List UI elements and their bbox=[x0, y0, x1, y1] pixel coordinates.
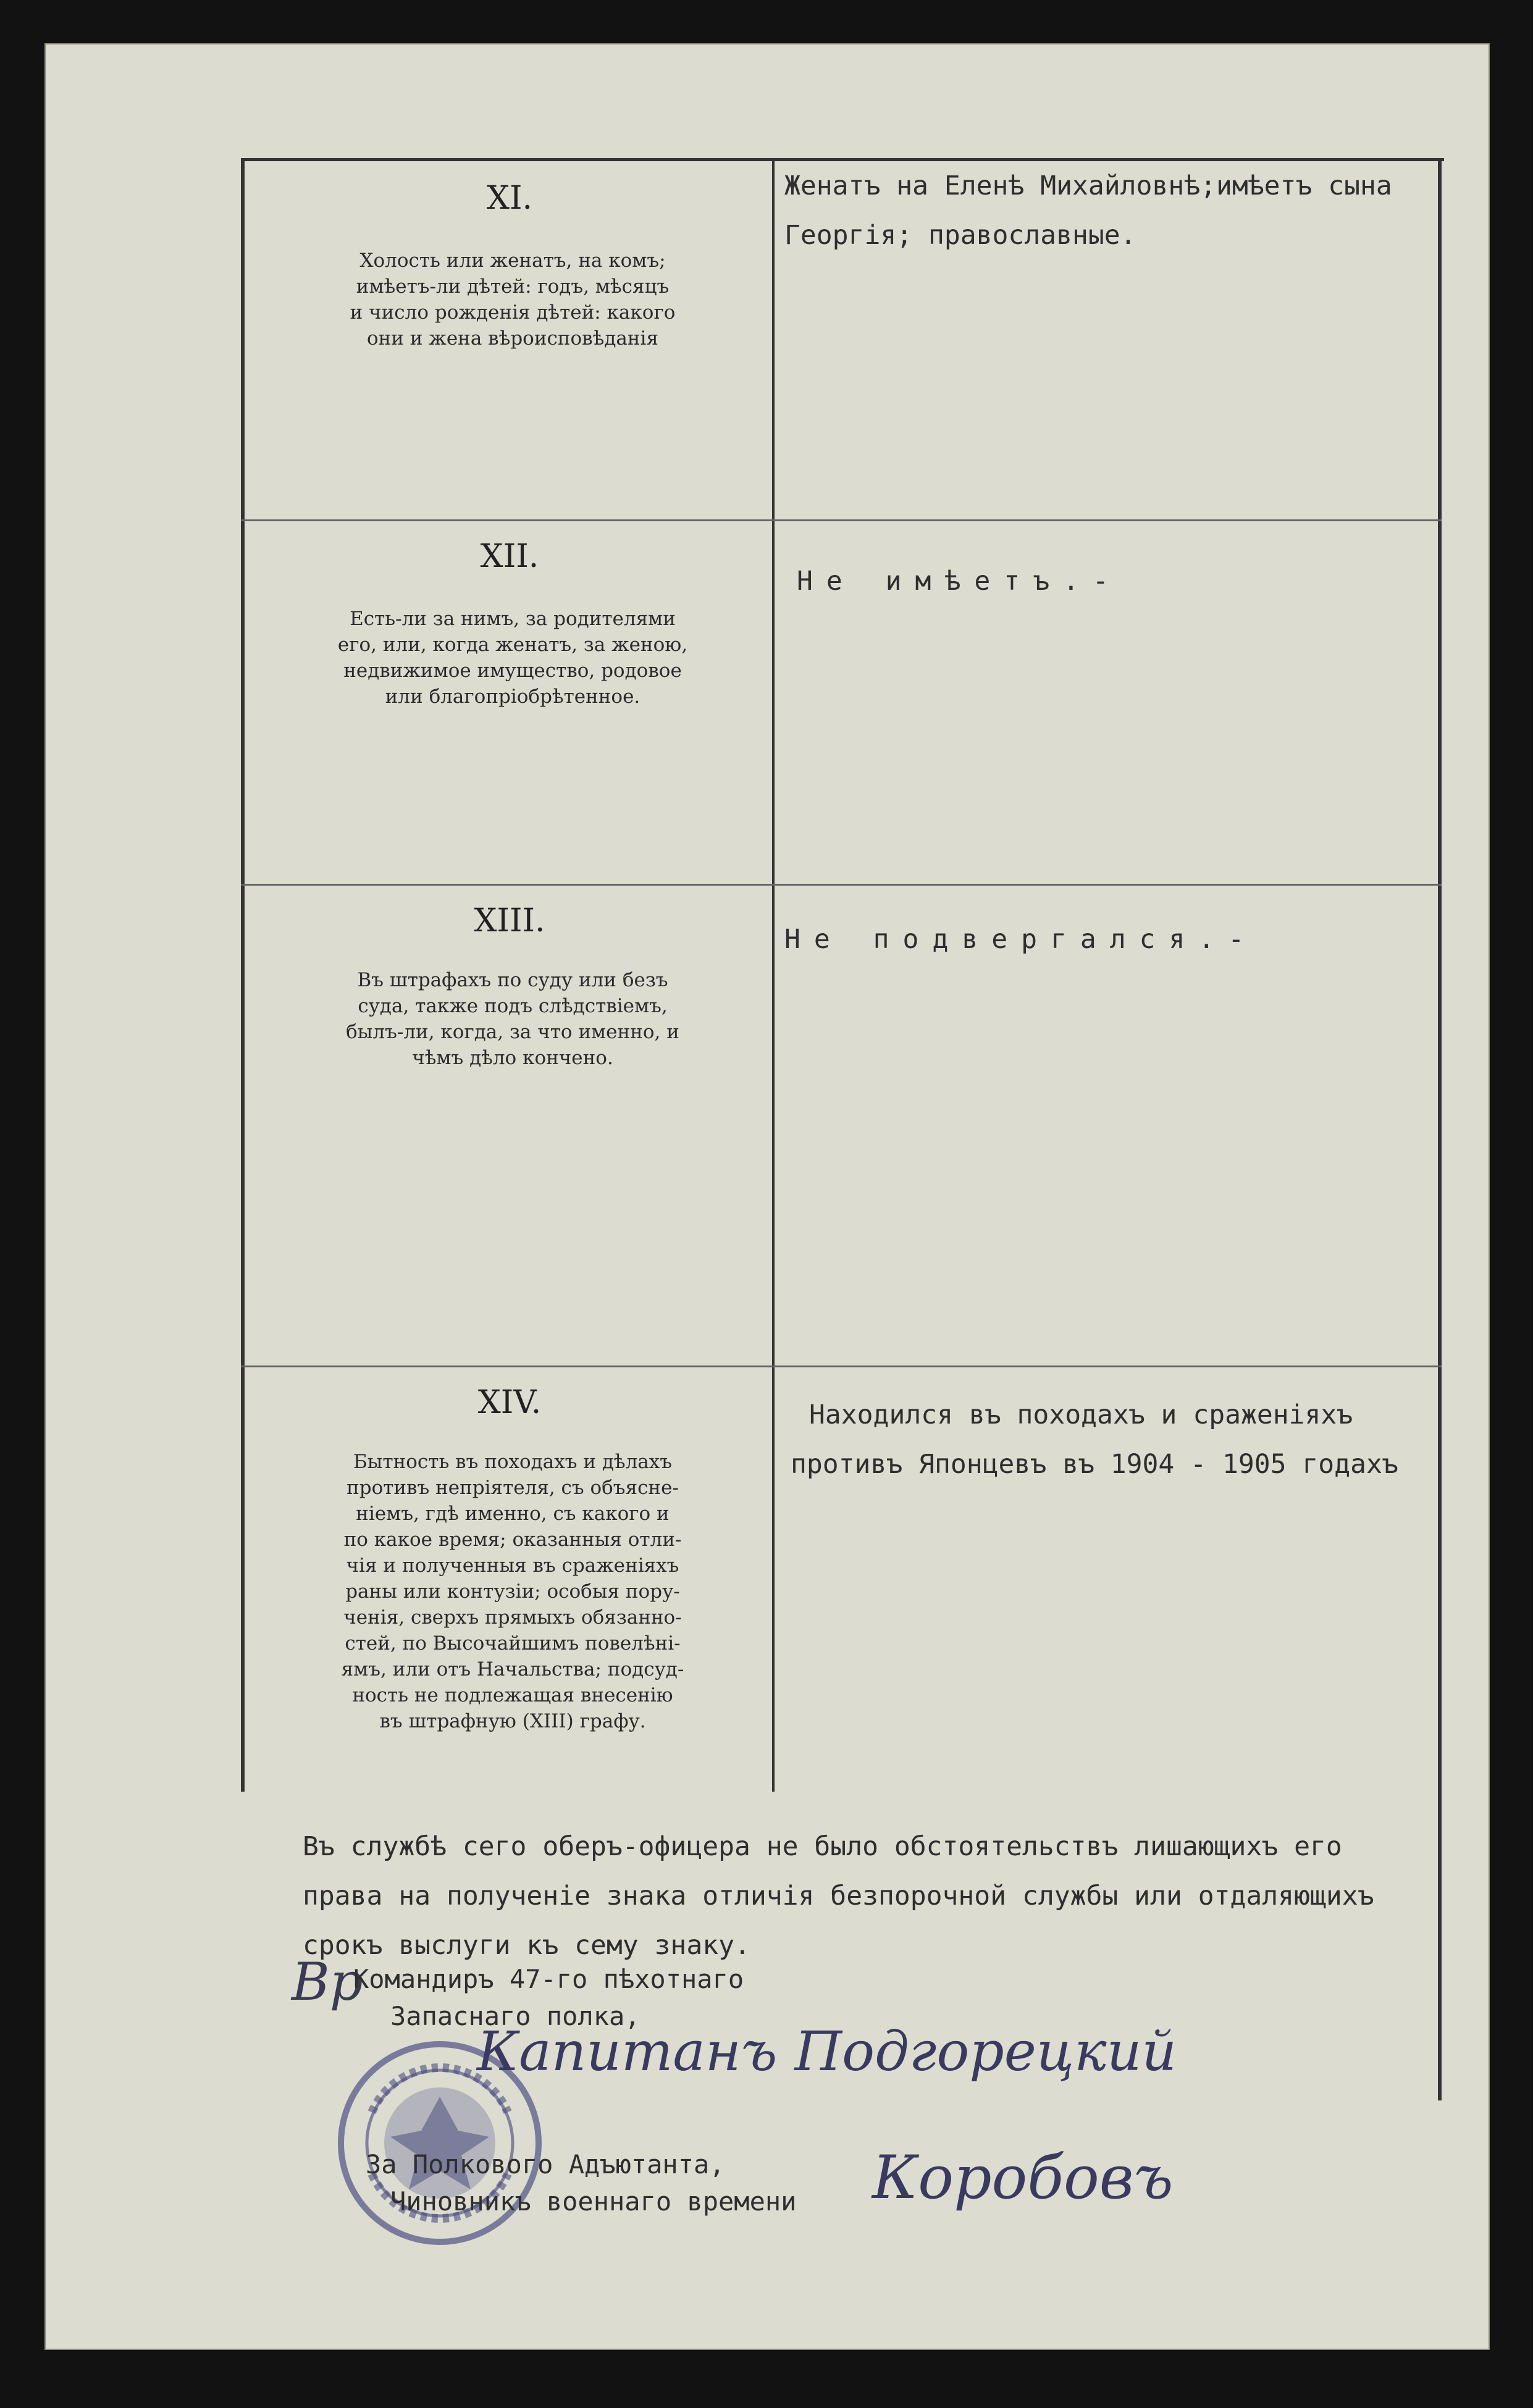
answer-line: Женатъ на Еленѣ Михайловнѣ;имѣетъ сына bbox=[784, 170, 1392, 201]
answer-line: Георгія; православные. bbox=[784, 220, 1136, 251]
question-line: Есть-ли за нимъ, за родителями bbox=[350, 608, 676, 630]
question-line: Въ штрафахъ по суду или безъ bbox=[357, 969, 668, 991]
section-numeral: XIII. bbox=[474, 902, 545, 939]
section-question bbox=[278, 248, 747, 351]
question-line: раны или контузіи; особыя пору- bbox=[345, 1580, 680, 1603]
question-line: или благопріобрѣтенное. bbox=[385, 686, 640, 708]
adjutant-title-line: За Полкового Адъютанта, bbox=[366, 2149, 725, 2179]
answer-line: противъ Японцевъ въ 1904 - 1905 годахъ bbox=[791, 1449, 1398, 1480]
question-line: чія и полученныя въ сраженіяхъ bbox=[346, 1554, 679, 1577]
row-divider bbox=[241, 519, 1442, 521]
section-answer bbox=[784, 161, 1439, 260]
section-answer bbox=[784, 915, 1439, 964]
question-line: ность не подлежащая внесенію bbox=[352, 1684, 673, 1706]
service-declaration bbox=[303, 1822, 1533, 1970]
question-line: суда, также подъ слѣдствіемъ, bbox=[358, 995, 668, 1017]
row-divider bbox=[241, 1366, 1442, 1367]
declaration-line: Въ службѣ сего оберъ-офицера не было обстоятельствъ лишающихъ его bbox=[303, 1831, 1342, 1862]
document-sheet bbox=[44, 43, 1490, 2350]
table-right-border bbox=[1438, 161, 1442, 2100]
question-line: ямъ, или отъ Начальства; подсуд- bbox=[341, 1658, 684, 1680]
section-numeral: XII. bbox=[480, 538, 539, 575]
question-line: они и жена вѣроисповѣданія bbox=[366, 327, 659, 350]
answer-line: Не имѣетъ.- bbox=[797, 566, 1122, 597]
question-line: Бытность въ походахъ и дѣлахъ bbox=[353, 1451, 672, 1473]
section-numeral: XIV. bbox=[477, 1384, 542, 1421]
question-line: стей, по Высочайшимъ повелѣні- bbox=[345, 1632, 681, 1655]
question-line: его, или, когда женатъ, за женою, bbox=[337, 634, 688, 656]
section-question bbox=[278, 1449, 747, 1734]
adjutant-signature: Коробовъ bbox=[872, 2143, 1174, 2212]
question-line: чѣмъ дѣло кончено. bbox=[412, 1047, 613, 1069]
question-line: былъ-ли, когда, за что именно, и bbox=[346, 1021, 679, 1043]
handwritten-prefix: Вр bbox=[292, 1952, 363, 2012]
answer-line: Не подвергался.- bbox=[784, 924, 1258, 955]
section-answer bbox=[797, 556, 1451, 606]
table-left-border bbox=[241, 161, 245, 1792]
question-line: въ штрафную (XIII) графу. bbox=[379, 1710, 646, 1732]
section-question bbox=[278, 606, 747, 710]
section-numeral: XI. bbox=[486, 180, 533, 217]
commander-title-line: Командиръ 47-го пѣхотнаго bbox=[353, 1964, 744, 1994]
row-divider bbox=[241, 884, 1442, 886]
answer-line: Находился въ походахъ и сраженіяхъ bbox=[809, 1399, 1353, 1430]
question-line: ченія, сверхъ прямыхъ обязанно- bbox=[343, 1606, 682, 1629]
commander-regiment-line: Запаснаго полка, bbox=[390, 2001, 640, 2031]
question-line: по какое время; оказанныя отли- bbox=[343, 1529, 682, 1551]
question-line: недвижимое имущество, родовое bbox=[343, 660, 682, 682]
section-question bbox=[278, 967, 747, 1071]
declaration-line: права на полученіе знака отличія безпорочной службы или отдаляющихъ bbox=[303, 1881, 1374, 1911]
question-line: противъ непріятеля, съ объясне- bbox=[346, 1477, 679, 1499]
question-line: имѣетъ-ли дѣтей: годъ, мѣсяцъ bbox=[356, 275, 670, 298]
section-answer bbox=[791, 1390, 1445, 1489]
declaration-line: срокъ выслуги къ сему знаку. bbox=[303, 1930, 750, 1961]
question-line: Холость или женатъ, на комъ; bbox=[359, 250, 666, 272]
commander-signature: Капитанъ Подгорецкий bbox=[477, 2020, 1177, 2083]
table-column-divider bbox=[772, 161, 775, 1792]
question-line: ніемъ, гдѣ именно, съ какого и bbox=[356, 1503, 670, 1525]
question-line: и число рожденія дѣтей: какого bbox=[350, 301, 676, 324]
adjutant-rank-line: Чиновникъ военнаго времени bbox=[390, 2186, 797, 2217]
service-record-table bbox=[241, 158, 1444, 1792]
